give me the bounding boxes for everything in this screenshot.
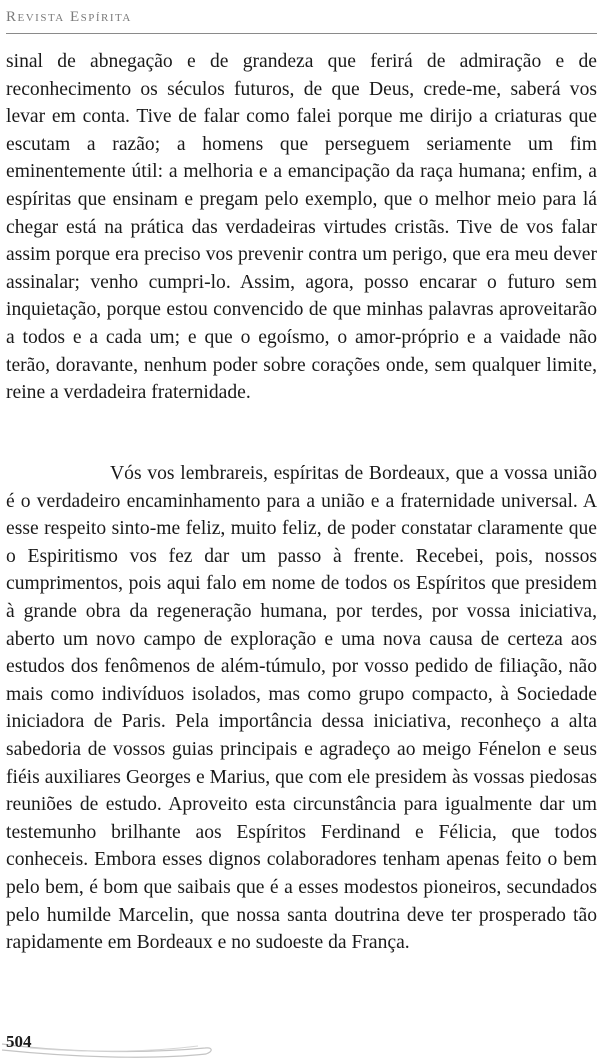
running-header: Revista Espírita [6,9,132,25]
paragraph-2: Vós vos lembrareis, espíritas de Bordeaux, que a vossa união é o verdadeiro encaminhamento para a união e a fraternidade universal. A esse respeito sinto-me feliz, muito feliz, de poder constatar claramente que o Espiritismo vos fez dar um passo à frente. Recebei, pois, nossos cumprimentos, pois aqui falo em nome de todos os Espíritos que presidem à grande obra da regeneração humana, por terdes, por vossa iniciativa, aberto um novo campo de exploração e uma nova causa de certeza aos estudos dos fenômenos de além-túmulo, por vosso pedido de filiação, não mais como indivíduos isolados, mas como grupo compacto, à Sociedade iniciadora de Paris. Pela importância dessa iniciativa, reconheço a alta sabedoria de vossos guias principais e agradeço ao meigo Fénelon e seus fiéis auxiliares Georges e Marius, que com ele presidem às vossas piedosas reuniões de estudo. Aproveito esta circunstância para igualmente dar um testemunho brilhante aos Espíritos Ferdinand e Félicia, que todos conheceis. Embora esses dignos colaboradores tenham apenas feito o bem pelo bem, é bom que saibais que é a esses modestos pioneiros, secundados pelo humilde Marcelin, que nossa santa doutrina deve ter prosperado tão rapidamente em Bordeaux e no sudoeste da França. [6,463,597,954]
page-number: 504 [6,1032,32,1051]
paragraph-1: sinal de abnegação e de grandeza que ferirá de admiração e de reconhecimento os séculos futuros, de que Deus, crede-me, saberá vos levar em conta. Tive de falar como falei porque me dirijo a criaturas que escutam a razão; a homens que perseguem seriamente um fim eminentemente útil: a melhoria e a emancipação da raça humana; enfim, a espíritas que ensinam e pregam pelo exemplo, que o melhor meio para lá chegar está na prática das verdadeiras virtudes cristãs. Tive de vos falar assim porque era preciso vos prevenir contra um perigo, que era meu dever assinalar; venho cumpri-lo. Assim, agora, posso encarar o futuro sem inquietação, porque estou convencido de que minhas palavras aproveitarão a todos e a cada um; e que o egoísmo, o amor-próprio e a vaidade não terão, doravante, nenhum poder sobre corações onde, sem qualquer limite, reine a verdadeira fraternidade. [6,51,597,404]
header-rule [6,33,597,34]
page-number-swoosh-ornament [0,1030,220,1059]
